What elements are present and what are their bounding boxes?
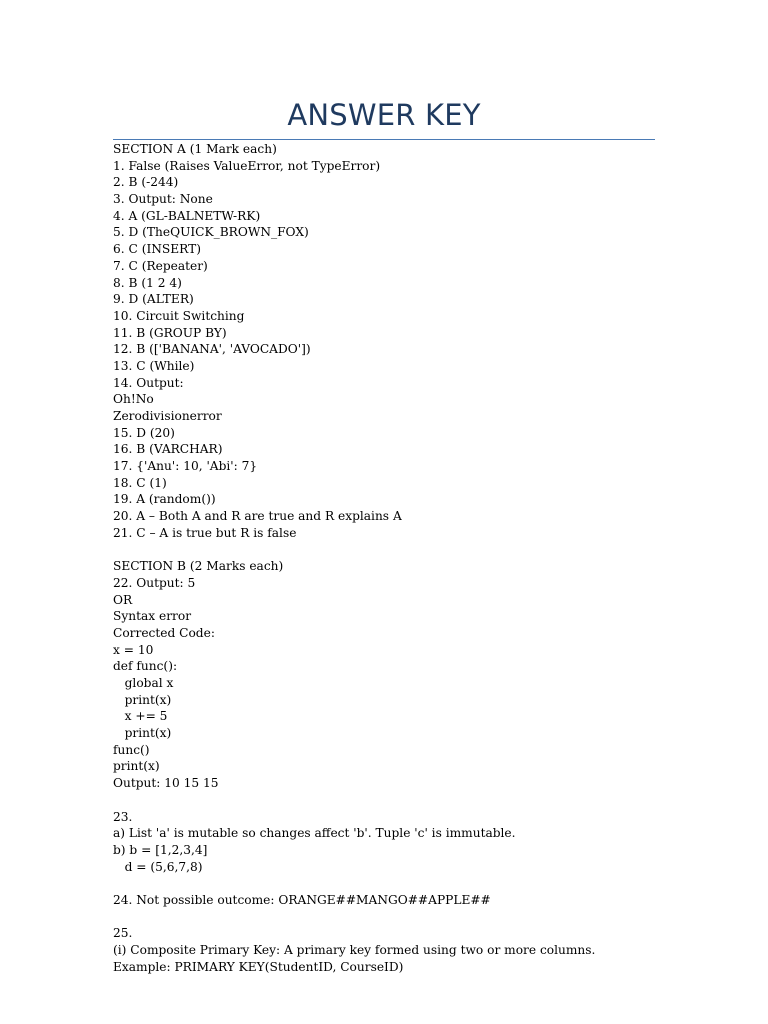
answer-line: 15. D (20) bbox=[113, 425, 175, 440]
answer-line: OR bbox=[113, 592, 133, 607]
answer-line: 10. Circuit Switching bbox=[113, 308, 245, 323]
answer-line: func() bbox=[113, 742, 150, 757]
answer-line: 24. Not possible outcome: ORANGE##MANGO##APPLE## bbox=[113, 892, 491, 907]
answer-line: 6. C (INSERT) bbox=[113, 242, 202, 257]
answer-line: 3. Output: None bbox=[113, 192, 213, 207]
answer-line: global x bbox=[113, 676, 174, 690]
answer-line: 14. Output: bbox=[113, 375, 184, 390]
answer-line: a) List 'a' is mutable so changes affect 'b'. Tuple 'c' is immutable. bbox=[113, 826, 516, 841]
answer-line: 12. B (['BANANA', 'AVOCADO']) bbox=[113, 342, 311, 357]
answer-line: Output: 10 15 15 bbox=[113, 776, 219, 791]
blank-line bbox=[113, 792, 673, 809]
answer-line: print(x) bbox=[113, 759, 160, 774]
answer-line: 25. bbox=[113, 926, 133, 941]
answer-line: Syntax error bbox=[113, 609, 192, 624]
answer-line: (i) Composite Primary Key: A primary key formed using two or more columns. bbox=[113, 943, 596, 957]
answer-line: 22. Output: 5 bbox=[113, 575, 196, 590]
answer-line: d = (5,6,7,8) bbox=[113, 859, 203, 874]
answer-line: 17. {'Anu': 10, 'Abi': 7} bbox=[113, 459, 258, 474]
answer-line: Zerodivisionerror bbox=[113, 409, 222, 423]
blank-line bbox=[113, 909, 673, 926]
answer-line: b) b = [1,2,3,4] bbox=[113, 842, 208, 857]
answer-line: 8. B (1 2 4) bbox=[113, 275, 182, 290]
answer-line: 11. B (GROUP BY) bbox=[113, 325, 227, 340]
answer-key-body bbox=[113, 141, 673, 975]
answer-line: 9. D (ALTER) bbox=[113, 292, 194, 307]
answer-line: 4. A (GL-BALNETW-RK) bbox=[113, 208, 261, 223]
answer-line: 18. C (1) bbox=[113, 475, 167, 490]
answer-line: 19. A (random()) bbox=[113, 492, 216, 507]
answer-line: 1. False (Raises ValueError, not TypeError) bbox=[113, 158, 381, 173]
answer-line: 16. B (VARCHAR) bbox=[113, 442, 223, 457]
answer-line: 20. A – Both A and R are true and R explains A bbox=[113, 509, 402, 524]
answer-line: Oh!No bbox=[113, 392, 154, 407]
blank-line bbox=[113, 542, 673, 559]
answer-line: print(x) bbox=[113, 692, 172, 707]
title-underline bbox=[113, 139, 655, 140]
answer-line: x = 10 bbox=[113, 642, 154, 657]
answer-line: Example: PRIMARY KEY(StudentID, CourseID) bbox=[113, 959, 404, 974]
answer-line: 13. C (While) bbox=[113, 358, 195, 373]
answer-line: 21. C – A is true but R is false bbox=[113, 525, 297, 540]
answer-line: 23. bbox=[113, 809, 133, 824]
answer-line: x += 5 bbox=[113, 709, 168, 724]
answer-line: Corrected Code: bbox=[113, 625, 215, 640]
answer-line: def func(): bbox=[113, 659, 178, 674]
answer-line: SECTION A (1 Mark each) bbox=[113, 142, 277, 156]
answer-line: 7. C (Repeater) bbox=[113, 258, 208, 273]
answer-line: print(x) bbox=[113, 726, 172, 741]
blank-line bbox=[113, 875, 673, 892]
page-title: ANSWER KEY bbox=[287, 98, 481, 132]
answer-line: 2. B (-244) bbox=[113, 175, 179, 190]
answer-line: SECTION B (2 Marks each) bbox=[113, 559, 284, 574]
answer-line: 5. D (TheQUICK_BROWN_FOX) bbox=[113, 225, 309, 240]
